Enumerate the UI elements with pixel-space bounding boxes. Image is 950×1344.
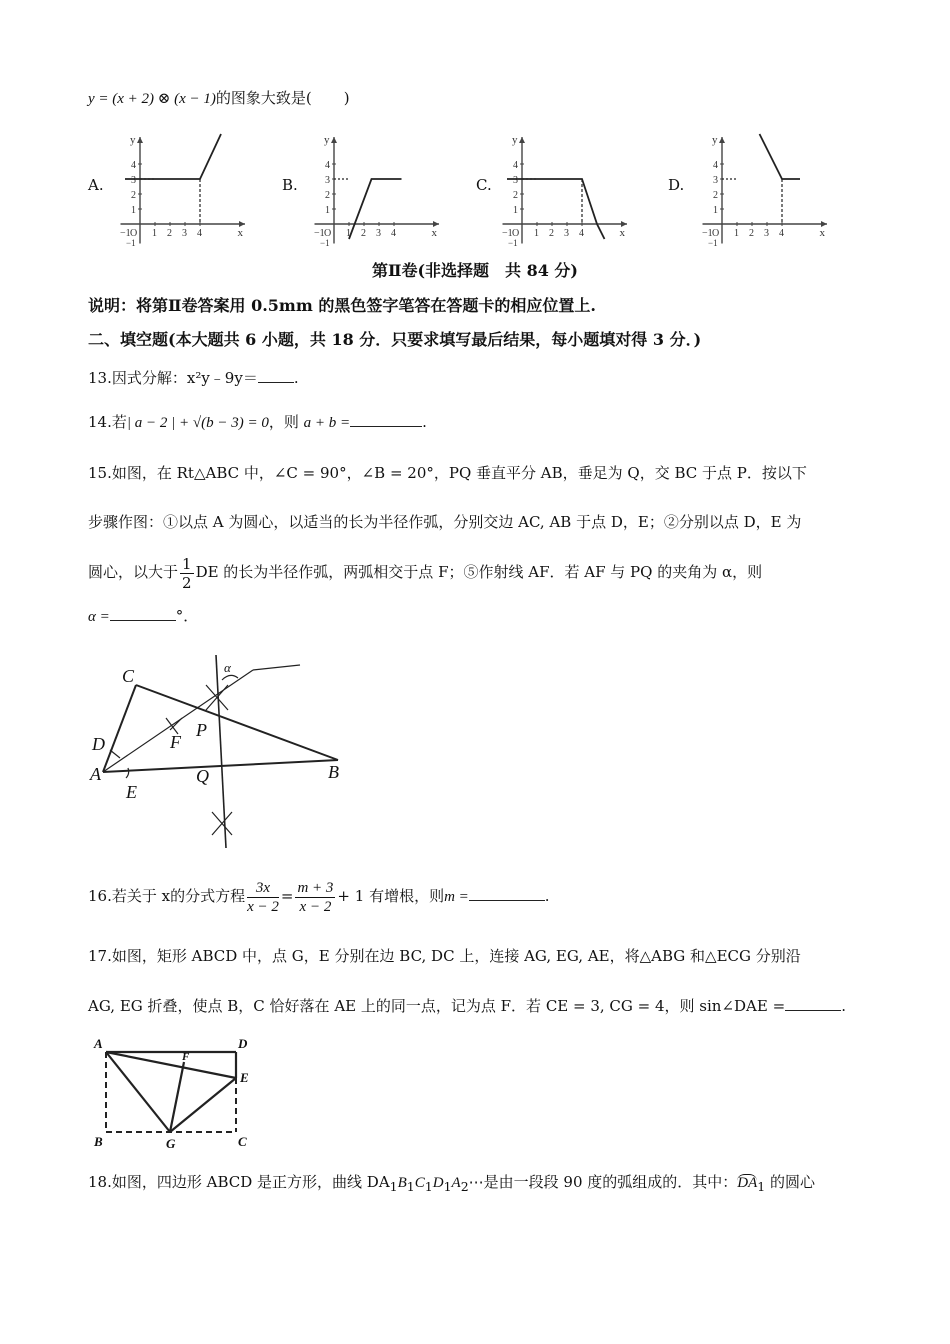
q15-figure [88,650,358,855]
x-tick-label: 1 [346,228,351,239]
x-tick-label: 4 [779,228,784,239]
y-tick-label: 4 [325,160,330,171]
arc-D [110,750,120,758]
section2-title: 第Ⅱ卷(非选择题 共 84 分) [371,261,579,280]
seg-AE [106,1052,236,1078]
x-axis-label: x [237,227,243,239]
note-suffix: 的黑色签字笔答在答题卡的相应位置上. [312,296,596,315]
option-label-2: C. [476,176,492,194]
q17-figure [88,1034,268,1154]
q15-frac-num: 1 [182,554,192,573]
y-axis-arrow [331,137,337,143]
q16-plus: + 1 有增根，则 [337,887,445,905]
heading-suffix: 分．) [664,330,702,349]
label-E: E [126,782,137,802]
label-F: F [182,1051,190,1063]
q12-close: ) [343,89,350,107]
x-tick-label: 1 [152,228,157,239]
heading-mid1: 小题，共 [256,330,332,349]
q16-var: m = [444,889,469,905]
label-alpha: α [224,660,231,675]
y-tick-label: 3 [325,175,330,186]
heading-6: 6 [245,330,257,349]
y-tick-label: 2 [513,190,518,201]
y-tick-label: 2 [325,190,330,201]
q16-answer-blank[interactable] [469,886,545,901]
q12-formula: y = (x + 2) ⊗ (x − 1) [88,91,216,107]
heading-3: 3 [652,330,665,349]
q13-end: . [293,369,299,387]
neg-x-label: −1 [502,228,513,239]
y-axis-arrow [519,137,525,143]
q16-num2: m + 3 [297,879,334,896]
arc-E [126,768,129,778]
q15-line3 [88,552,762,592]
q15-line4 [88,606,198,627]
q16 [88,872,550,921]
x-tick-label: 2 [549,228,554,239]
y-tick-label: 1 [713,205,718,216]
note-mm: 0.5mm [251,296,313,315]
option-label-3: D. [668,176,685,194]
neg-y-label: −1 [508,238,518,248]
x-tick-label: 3 [564,228,569,239]
q18-c: C [414,1175,425,1191]
q17-line2 [88,996,846,1016]
q13-prefix: 13.因式分解： [88,369,187,387]
q15-frac-den: 2 [182,573,192,592]
y-tick-label: 1 [131,205,136,216]
q15-alpha-eq: α = [88,609,110,625]
label-G: G [166,1136,176,1151]
y-axis-arrow [137,137,143,143]
q16-prefix: 16.若关于 x的分式方程 [88,887,246,905]
y-axis-arrow [719,137,725,143]
q13-expr: x²y﹣9y＝ [186,369,258,387]
section2-heading [88,330,701,350]
q14-end: . [422,413,427,431]
q17-line2-prefix: AG, EG 折叠，使点 B，C 恰好落在 AE 上的同一点，记为点 F．若 CE = 3, CG = 4，则 sin∠DAE = [88,997,786,1015]
q13 [88,368,299,388]
section2-note [88,296,596,316]
label-P: P [196,720,207,740]
perp-arcs-bottom [212,812,232,835]
seg-CB [136,685,338,760]
label-A: A [94,1036,103,1051]
angle-alpha-arc [222,675,238,680]
q14 [88,412,427,433]
q15-fraction [180,555,194,592]
neg-x-label: −1 [702,228,713,239]
y-tick-label: 4 [713,160,718,171]
neg-x-label: −1 [314,228,325,239]
q18 [88,1172,815,1197]
q15-line2: 步骤作图：①以点 A 为圆心，以适当的长为半径作弧，分别交边 AC, AB 于点 D，E；②分别以点 D，E 为 [88,513,802,531]
q18-sub1: 1 [389,1179,398,1194]
y-axis-label: y [512,134,518,146]
origin-label: O [324,228,332,239]
label-B: B [94,1134,103,1149]
q17-end: . [841,997,846,1015]
q15-answer-blank[interactable] [110,606,176,621]
y-tick-label: 2 [713,190,718,201]
y-tick-label: 4 [513,160,518,171]
y-tick-label: 3 [131,175,136,186]
q18-sub4: 1 [443,1179,452,1194]
heading-prefix: 二、填空题(本大题共 [88,330,246,349]
q13-answer-blank[interactable] [258,368,294,383]
q18-sub2: 1 [406,1179,415,1194]
neg-x-label: −1 [120,228,131,239]
x-tick-label: 1 [534,228,539,239]
x-axis-label: x [819,227,825,239]
y-tick-label: 1 [513,205,518,216]
seg-CA [103,685,136,772]
graph-line [760,134,801,179]
q18-a: A [451,1175,461,1191]
q18-sub5: 2 [460,1179,469,1194]
y-tick-label: 4 [131,160,136,171]
x-axis-label: x [619,227,625,239]
q18-prefix: 18.如图，四边形 ABCD 是正方形，曲线 DA [88,1173,390,1191]
neg-y-label: −1 [126,238,136,248]
option-graph-1[interactable] [312,128,437,248]
x-tick-label: 4 [391,228,396,239]
y-axis-label: y [324,134,330,146]
y-tick-label: 3 [713,175,718,186]
label-C: C [238,1134,247,1149]
label-A: A [90,764,101,784]
x-tick-label: 3 [764,228,769,239]
x-tick-label: 4 [579,228,584,239]
q16-frac1 [247,879,279,916]
note-prefix: 说明：将第Ⅱ卷答案用 [88,296,252,315]
neg-y-label: −1 [708,238,718,248]
x-tick-label: 2 [361,228,366,239]
y-axis-label: y [712,134,718,146]
heading-mid2: 分．只要求填写最后结果，每小题填对得 [353,330,653,349]
origin-label: O [130,228,138,239]
heading-18: 18 [331,330,354,349]
y-tick-label: 2 [131,190,136,201]
x-tick-label: 3 [182,228,187,239]
x-tick-label: 3 [376,228,381,239]
label-C: C [122,666,135,686]
q18-end: 的圆心 [765,1173,815,1191]
q16-den2: x − 2 [299,898,332,915]
q14-mid: ，则 [268,413,304,431]
origin-label: O [712,228,720,239]
x-tick-label: 2 [167,228,172,239]
y-tick-label: 3 [513,175,518,186]
x-tick-label: 2 [749,228,754,239]
q18-arc: DA [737,1175,758,1191]
q12-tail-line [88,88,350,109]
q18-mid: ⋯是由一段段 90 度的弧组成的．其中： [468,1173,738,1191]
y-axis-label: y [130,134,136,146]
label-F: F [170,732,181,752]
q16-frac2 [295,879,335,916]
label-D: D [238,1036,248,1051]
y-tick-label: 1 [325,205,330,216]
label-E: E [240,1070,249,1085]
x-tick-label: 1 [734,228,739,239]
label-D: D [92,734,105,754]
q17-answer-blank[interactable] [785,996,841,1011]
q15-line3-suffix: DE 的长为半径作弧，两弧相交于点 F；⑤作射线 AF．若 AF 与 PQ 的夹角为 α，则 [195,563,763,581]
q16-num1: 3x [247,879,279,898]
q15-line4-suffix: °． [175,607,199,625]
origin-label: O [512,228,520,239]
q15-line3-prefix: 圆心，以大于 [88,563,179,581]
label-B: B [328,762,339,782]
x-tick-label: 4 [197,228,202,239]
q15-line1: 15.如图，在 Rt△ABC 中，∠C = 90°，∠B = 20°，PQ 垂直平分 AB，垂足为 Q，交 BC 于点 P．按以下 [88,464,807,482]
option-label-0: A. [88,176,104,194]
q14-expr: | a − 2 | + √(b − 3) = 0 [126,415,269,431]
option-label-1: B. [282,176,298,194]
q14-answer-blank[interactable] [350,412,422,427]
q17-line1: 17.如图，矩形 ABCD 中，点 G，E 分别在边 BC, DC 上，连接 AG, EG, AE，将△ABG 和△ECG 分别沿 [88,947,801,965]
x-axis-label: x [431,227,437,239]
q14-prefix: 14.若 [88,413,127,431]
q16-eq: = [280,887,294,905]
q18-sub6: 1 [757,1179,766,1194]
q18-d: D [432,1175,444,1191]
q18-b: B [397,1175,407,1191]
q16-end: . [544,887,550,905]
ray-ext [253,665,300,670]
neg-y-label: −1 [320,238,330,248]
q16-den1: x − 2 [247,898,279,915]
option-graph-2[interactable] [500,128,625,248]
option-graph-3[interactable] [700,128,825,248]
seg-AB [103,760,338,772]
q18-sub3: 1 [424,1179,433,1194]
option-graph-0[interactable] [118,128,243,248]
label-Q: Q [196,766,209,786]
q12-text: 的图象大致是( [215,89,312,107]
q14-expr2: a + b = [303,415,351,431]
